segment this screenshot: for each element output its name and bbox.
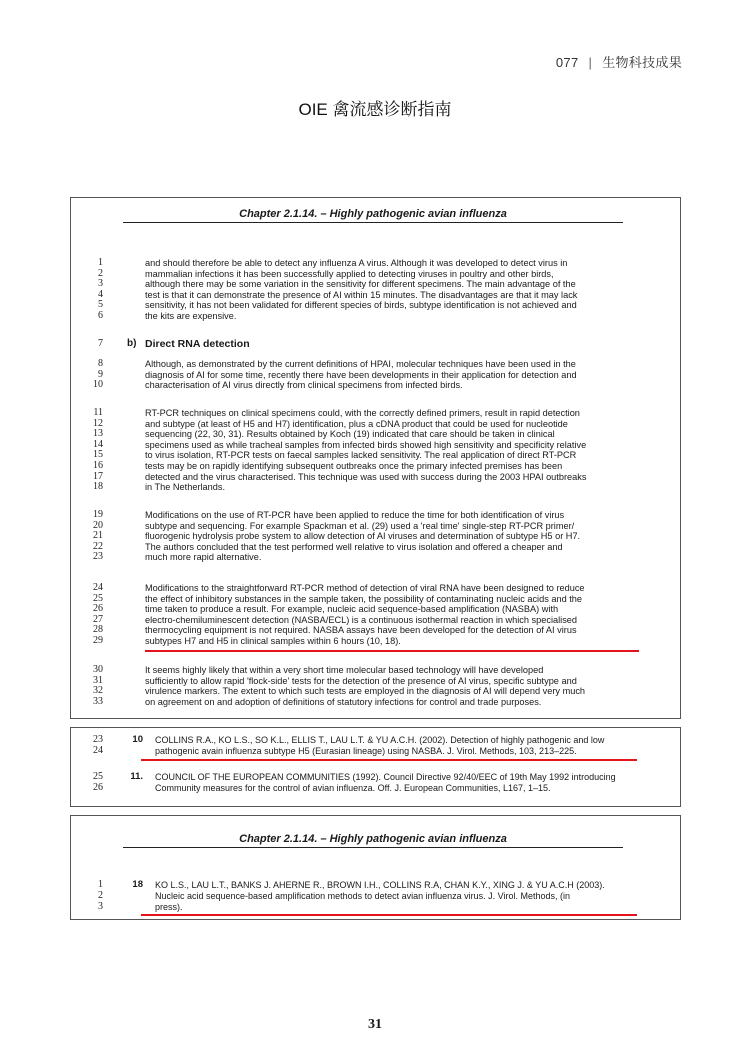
line-number: 26: [93, 782, 103, 793]
body-text-line: sensitivity, it has not been validated for different species of birds, subtype identification is not achieved and: [145, 300, 577, 311]
body-text-line: time taken to produce a result. For example, nucleic acid sequence-based amplification (NASBA) with: [145, 604, 559, 615]
line-number: 16: [93, 460, 103, 471]
line-number: 12: [93, 417, 103, 429]
body-text-line: Modifications to the straightforward RT-PCR method of detection of viral RNA have been designed to reduce: [145, 583, 585, 593]
body-text-line: virulence markers. The extent to which such tests are employed in the diagnosis of AI will depend very much: [145, 686, 586, 697]
body-text-line: sufficiently to allow rapid 'flock-side' tests for the detection of the presence of AI virus, specific subtype and: [145, 675, 577, 686]
reference-text-line: press).: [155, 902, 183, 912]
excerpt-box-reference-18: [70, 815, 681, 920]
line-number: 19: [93, 509, 103, 520]
subheading-label: b): [127, 338, 137, 349]
body-text-line: and subtype (at least of H5 and H7) identification, plus a cDNA product that could be used for nucleotide: [145, 418, 568, 429]
page-code: 077: [555, 55, 579, 70]
line-number: 10: [93, 379, 103, 391]
line-number: 27: [93, 613, 103, 625]
body-text-line: fluorogenic hydrolysis probe system to allow detection of AI viruses and determination of subtype H5 or H7.: [145, 531, 581, 542]
excerpt-box-main: [70, 197, 681, 719]
line-number: 30: [93, 664, 103, 675]
line-number: 23: [93, 734, 103, 745]
body-text-line: and should therefore be able to detect any influenza A virus. Although it was developed to detect virus in: [145, 258, 568, 268]
body-text-line: thermocycling equipment is not required. NASBA assays have been developed for the detection of AI virus: [145, 625, 577, 636]
body-text-line: The authors concluded that the test performed well relative to virus isolation and offered a cheaper and: [145, 541, 563, 552]
line-number: 33: [93, 695, 103, 707]
body-text-line: characterisation of AI virus directly from clinical specimens from infected birds.: [145, 380, 463, 391]
line-number: 4: [98, 288, 103, 300]
line-number: 11: [93, 407, 103, 418]
body-text-line: test is that it can demonstrate the presence of AI within 15 minutes. The disadvantages are that it may lack: [145, 289, 578, 300]
body-text-line: specimens used as while tracheal samples from infected birds showed high sensitivity and specificity relative: [145, 439, 587, 450]
body-text-line: electro-chemiluminescent detection (NASBA/ECL) is a continuous isothermal reaction in which specialised: [145, 614, 578, 625]
line-number: 1: [98, 879, 103, 890]
line-number: 1: [98, 257, 103, 268]
line-number: 15: [93, 449, 103, 461]
reference-number: 11.: [130, 771, 143, 782]
line-number: 25: [93, 771, 103, 782]
line-number: 24: [93, 582, 103, 593]
body-text-line: diagnosis of AI for some time, recently there have been developments in their application for detection and: [145, 369, 577, 380]
document-title: OIE 禽流感诊断指南: [298, 100, 452, 119]
line-number: 9: [98, 368, 103, 380]
line-number: 18: [93, 481, 103, 493]
body-text-line: much more rapid alternative.: [145, 552, 262, 563]
line-number: 32: [93, 685, 103, 697]
body-text-line: mammalian infections it has been successfully applied to detecting viruses in poultry and other birds,: [145, 268, 554, 279]
line-number: 8: [98, 358, 103, 369]
reference-text-line: pathogenic avain influenza subtype H5 (Eurasian lineage) using NASBA. J. Virol. Methods, 103, 213–225.: [155, 746, 577, 756]
body-text-line: detected and the virus characterised. This technique was used with success during the 2003 HPAI outbreaks: [145, 471, 587, 482]
line-number: 17: [93, 470, 103, 482]
excerpt-box-references: [70, 727, 681, 807]
highlight-underline: [141, 759, 637, 761]
line-number: 28: [93, 624, 103, 636]
running-header: [556, 52, 682, 71]
line-number: 14: [93, 438, 103, 450]
line-number: 31: [93, 674, 103, 686]
body-text-line: sequencing (22, 30, 31). Results obtained by Koch (19) indicated that care should be taken in clinical: [145, 429, 555, 440]
body-text-line: to virus isolation, RT-PCR tests on faecal samples lacked sensitivity. The real application of direct RT-PCR: [145, 450, 577, 461]
highlight-underline: [141, 914, 637, 916]
body-text-line: subtypes H7 and H5 in clinical samples within 6 hours (10, 18).: [145, 636, 401, 646]
line-number: 26: [93, 603, 103, 615]
line-number: 3: [98, 901, 103, 912]
body-text-line: in The Netherlands.: [145, 482, 226, 493]
line-number: 2: [98, 890, 103, 901]
section-name: 生物科技成果: [602, 55, 682, 70]
body-text-line: tests may be on rapidly identifying subsequent outbreaks once the primary infected premises has been: [145, 461, 563, 471]
line-number: 25: [93, 592, 103, 604]
subheading-title: Direct RNA detection: [145, 339, 250, 350]
line-number: 13: [93, 428, 103, 440]
reference-text-line: KO L.S., LAU L.T., BANKS J. AHERNE R., BROWN I.H., COLLINS R.A, CHAN K.Y., XING J. & YU A.C.H (2003).: [155, 880, 605, 890]
page-number: 31: [368, 1017, 382, 1032]
line-number: 2: [98, 267, 103, 279]
body-text-line: Modifications on the use of RT-PCR have been applied to reduce the time for both identification of virus: [145, 510, 565, 520]
body-text-line: although there may be some variation in the sensitivity for different specimens. The main advantage of the: [145, 279, 576, 290]
line-number: 22: [93, 540, 103, 552]
reference-number: 18: [132, 879, 143, 890]
reference-text-line: Community measures for the control of avian influenza. Off. J. European Communities, L167, 1–15.: [155, 783, 551, 793]
line-number: 7: [98, 338, 103, 349]
line-number: 29: [93, 635, 103, 646]
reference-text-line: COLLINS R.A., KO L.S., SO K.L., ELLIS T., LAU L.T. & YU A.C.H. (2002). Detection of highly pathogenic and low: [155, 735, 605, 745]
line-number: 20: [93, 519, 103, 531]
reference-text-line: Nucleic acid sequence-based amplification methods to detect avian influenza virus. J. Virol. Methods, (in: [155, 891, 571, 901]
line-number: 3: [98, 278, 103, 290]
chapter-title: Chapter 2.1.14. – Highly pathogenic avian influenza: [123, 208, 623, 223]
line-number: 5: [98, 299, 103, 311]
body-text-line: on agreement on and adoption of definitions of statutory infections for control and trade purposes.: [145, 696, 542, 707]
line-number: 6: [98, 310, 103, 321]
chapter-title: Chapter 2.1.14. – Highly pathogenic avian influenza: [123, 833, 623, 848]
line-number: 21: [93, 530, 103, 542]
body-text-line: Although, as demonstrated by the current definitions of HPAI, molecular techniques have been used in the: [145, 359, 576, 369]
highlight-underline: [145, 650, 639, 652]
body-text-line: subtype and sequencing. For example Spackman et al. (29) used a 'real time' single-step RT-PCR primer/: [145, 520, 575, 531]
body-text-line: the effect of inhibitory substances in the sample taken, the possibility of contaminating nucleic acids and the: [145, 593, 583, 604]
body-text-line: It seems highly likely that within a very short time molecular based technology will have developed: [145, 665, 544, 675]
line-number: 24: [93, 745, 103, 756]
header-separator: |: [588, 55, 593, 70]
reference-number: 10: [132, 734, 143, 745]
reference-text-line: COUNCIL OF THE EUROPEAN COMMUNITIES (1992). Council Directive 92/40/EEC of 19th May 1992 introducing: [155, 772, 616, 782]
body-text-line: the kits are expensive.: [145, 311, 237, 321]
body-text-line: RT-PCR techniques on clinical specimens could, with the correctly defined primers, result in rapid detection: [145, 408, 580, 418]
line-number: 23: [93, 551, 103, 563]
